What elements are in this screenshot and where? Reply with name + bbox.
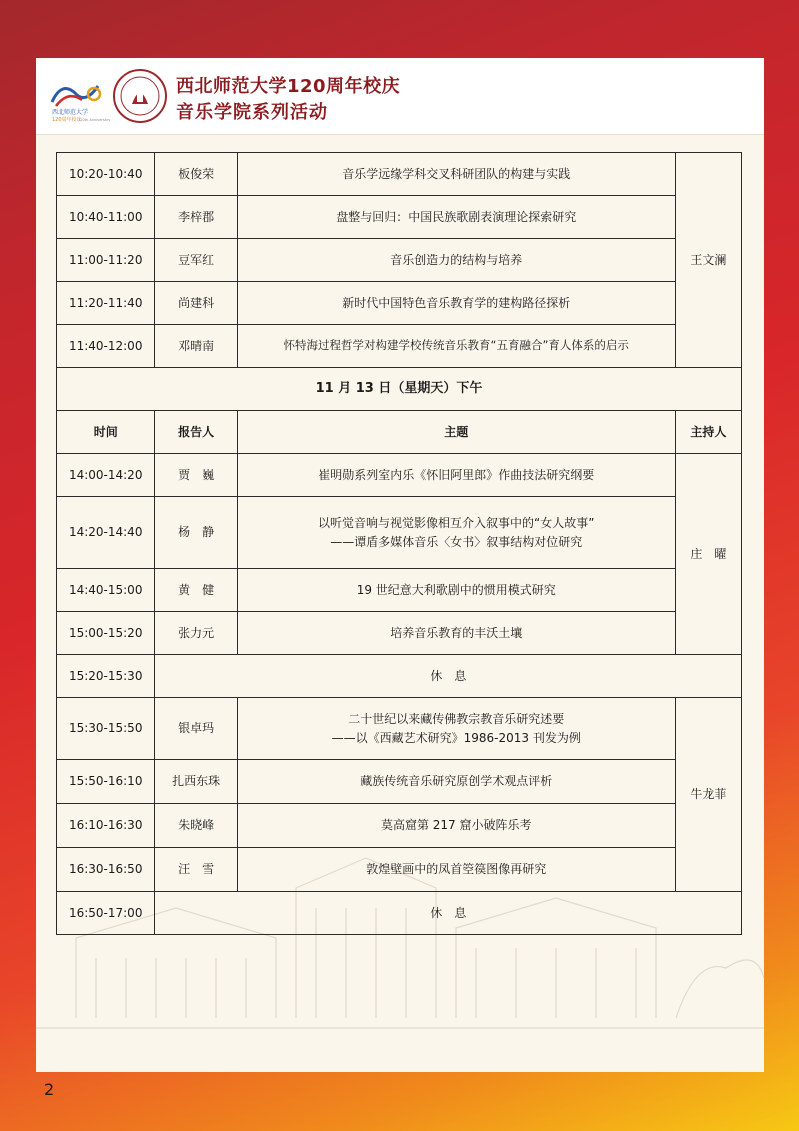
topic-line: 以听觉音响与视觉影像相互介入叙事中的“女人故事” bbox=[318, 515, 595, 530]
time-cell: 10:20-10:40 bbox=[57, 153, 155, 196]
table-row bbox=[57, 454, 742, 497]
page-number: 2 bbox=[44, 1080, 55, 1099]
topic-cell: 莫高窟第 217 窟小破阵乐考 bbox=[237, 804, 675, 848]
host-cell: 牛龙菲 bbox=[675, 698, 741, 892]
time-cell: 15:00-15:20 bbox=[57, 612, 155, 655]
speaker-cell: 银卓玛 bbox=[155, 698, 237, 760]
topic-cell bbox=[237, 497, 675, 569]
table-row bbox=[57, 804, 742, 848]
music-college-seal-icon bbox=[112, 68, 168, 124]
break-label: 休 息 bbox=[155, 655, 742, 698]
time-cell: 14:40-15:00 bbox=[57, 569, 155, 612]
time-cell: 15:50-16:10 bbox=[57, 760, 155, 804]
column-header-time: 时间 bbox=[57, 411, 155, 454]
time-cell: 14:20-14:40 bbox=[57, 497, 155, 569]
topic-cell: 盘整与回归：中国民族歌剧表演理论探索研究 bbox=[237, 196, 675, 239]
topic-cell: 怀特海过程哲学对构建学校传统音乐教育“五育融合”育人体系的启示 bbox=[237, 325, 675, 368]
speaker-cell: 李梓郡 bbox=[155, 196, 237, 239]
schedule-table bbox=[56, 152, 742, 935]
column-header-row bbox=[57, 411, 742, 454]
speaker-cell: 朱晓峰 bbox=[155, 804, 237, 848]
topic-cell: 新时代中国特色音乐教育学的建构路径探析 bbox=[237, 282, 675, 325]
table-row bbox=[57, 497, 742, 569]
table-row bbox=[57, 569, 742, 612]
time-cell: 11:40-12:00 bbox=[57, 325, 155, 368]
host-cell: 庄 曜 bbox=[675, 454, 741, 655]
column-header-topic: 主题 bbox=[237, 411, 675, 454]
topic-cell: 崔明勋系列室内乐《怀旧阿里郎》作曲技法研究纲要 bbox=[237, 454, 675, 497]
time-cell: 15:20-15:30 bbox=[57, 655, 155, 698]
topic-cell: 敦煌壁画中的凤首箜篌图像再研究 bbox=[237, 848, 675, 892]
table-row bbox=[57, 612, 742, 655]
table-row bbox=[57, 848, 742, 892]
header-title-line1: 西北师范大学120周年校庆 bbox=[176, 76, 401, 97]
header-title-line2: 音乐学院系列活动 bbox=[176, 102, 328, 123]
time-cell: 10:40-11:00 bbox=[57, 196, 155, 239]
topic-cell: 藏族传统音乐研究原创学术观点评析 bbox=[237, 760, 675, 804]
logo-sub: 120th Anniversary bbox=[78, 118, 111, 122]
logo-badge: 120周年校庆 bbox=[52, 117, 82, 123]
section-header-row bbox=[57, 368, 742, 411]
time-cell: 11:00-11:20 bbox=[57, 239, 155, 282]
speaker-cell: 尚建科 bbox=[155, 282, 237, 325]
time-cell: 11:20-11:40 bbox=[57, 282, 155, 325]
speaker-cell: 黄 健 bbox=[155, 569, 237, 612]
table-row bbox=[57, 196, 742, 239]
topic-cell: 音乐学远缘学科交叉科研团队的构建与实践 bbox=[237, 153, 675, 196]
topic-cell: 培养音乐教育的丰沃土壤 bbox=[237, 612, 675, 655]
time-cell: 16:50-17:00 bbox=[57, 892, 155, 935]
break-row bbox=[57, 892, 742, 935]
break-row bbox=[57, 655, 742, 698]
speaker-cell: 板俊荣 bbox=[155, 153, 237, 196]
speaker-cell: 邓晴南 bbox=[155, 325, 237, 368]
host-cell: 王文澜 bbox=[675, 153, 741, 368]
topic-cell: 19 世纪意大利歌剧中的惯用模式研究 bbox=[237, 569, 675, 612]
time-cell: 16:30-16:50 bbox=[57, 848, 155, 892]
time-cell: 16:10-16:30 bbox=[57, 804, 155, 848]
speaker-cell: 扎西东珠 bbox=[155, 760, 237, 804]
anniversary-logo bbox=[48, 72, 111, 124]
speaker-cell: 杨 静 bbox=[155, 497, 237, 569]
speaker-cell: 豆军红 bbox=[155, 239, 237, 282]
table-row bbox=[57, 282, 742, 325]
table-row bbox=[57, 239, 742, 282]
page-header bbox=[36, 58, 764, 135]
section-title: 11 月 13 日（星期天）下午 bbox=[57, 368, 742, 411]
speaker-cell: 汪 雪 bbox=[155, 848, 237, 892]
topic-cell: 音乐创造力的结构与培养 bbox=[237, 239, 675, 282]
time-cell: 15:30-15:50 bbox=[57, 698, 155, 760]
topic-subtitle: ——谭盾多媒体音乐〈女书〉叙事结构对位研究 bbox=[330, 534, 583, 549]
table-row bbox=[57, 698, 742, 760]
topic-cell bbox=[237, 698, 675, 760]
speaker-cell: 张力元 bbox=[155, 612, 237, 655]
topic-line: 二十世纪以来藏传佛教宗教音乐研究述要 bbox=[348, 711, 565, 726]
topic-subtitle: ——以《西藏艺术研究》1986-2013 刊发为例 bbox=[331, 730, 581, 745]
table-row bbox=[57, 760, 742, 804]
column-header-host: 主持人 bbox=[675, 411, 741, 454]
column-header-speaker: 报告人 bbox=[155, 411, 237, 454]
table-row bbox=[57, 153, 742, 196]
speaker-cell: 贾 巍 bbox=[155, 454, 237, 497]
time-cell: 14:00-14:20 bbox=[57, 454, 155, 497]
logo-text: 西北师范大学 bbox=[52, 109, 89, 116]
table-row bbox=[57, 325, 742, 368]
break-label: 休 息 bbox=[155, 892, 742, 935]
